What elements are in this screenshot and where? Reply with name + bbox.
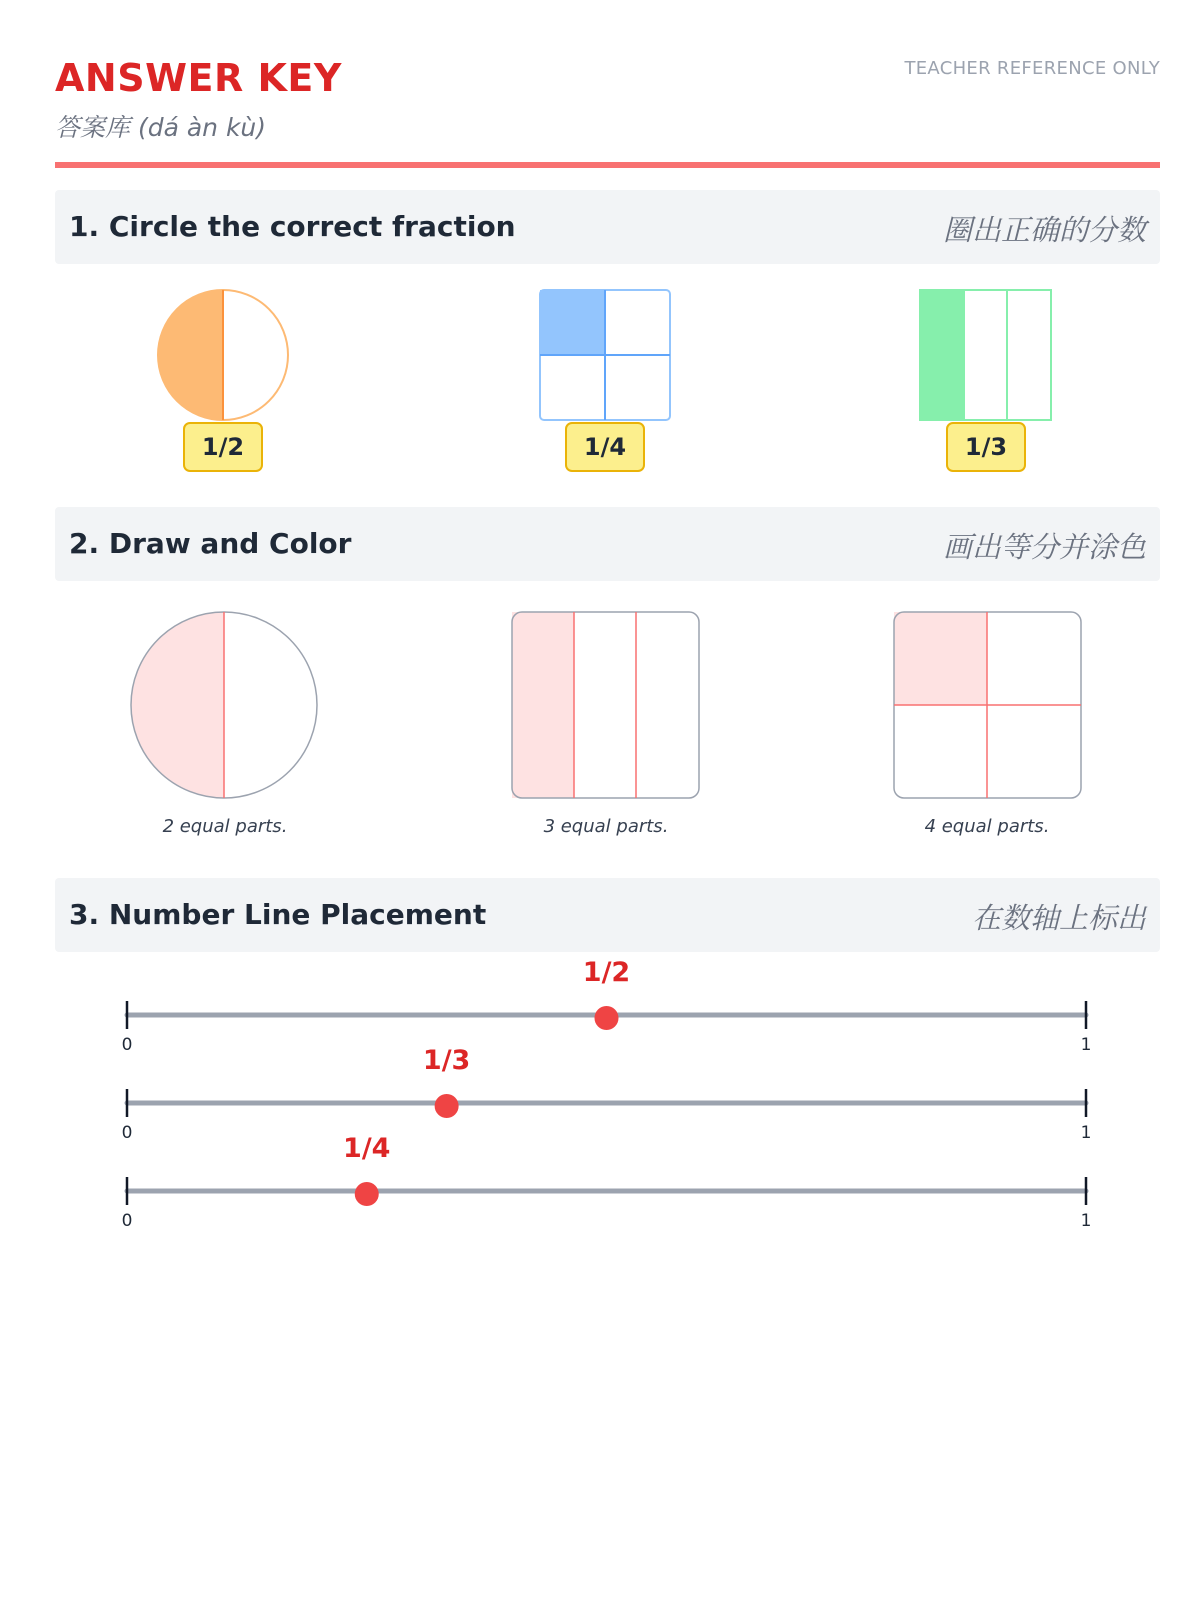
- section-3-header: [55, 878, 1160, 952]
- fraction-circle-half: [158, 290, 288, 420]
- tick-label-zero: 0: [121, 1123, 133, 1143]
- fraction-marker: [355, 1182, 379, 1206]
- fraction-bars-third: [920, 290, 1051, 420]
- answer-badge-1-3: 1/3: [946, 422, 1026, 472]
- section-1-title-cn: 圈出正确的分数: [942, 213, 1146, 247]
- drawn-circle-halves: [131, 612, 317, 798]
- fraction-marker: [595, 1006, 619, 1030]
- tick-label-zero: 0: [121, 1035, 133, 1055]
- caption-3-parts: 3 equal parts.: [543, 816, 669, 837]
- answer-badge-1-4: 1/4: [565, 422, 645, 472]
- fraction-marker-label: 1/2: [582, 957, 631, 988]
- number-line-3: [0, 1171, 1200, 1211]
- header-divider: [55, 162, 1160, 168]
- teacher-note: TEACHER REFERENCE ONLY: [904, 58, 1160, 79]
- caption-2-parts: 2 equal parts.: [162, 816, 288, 837]
- drawn-square-quarters: [894, 612, 1081, 798]
- page-subtitle: 答案库 (dá àn kù): [55, 113, 267, 142]
- colored-quarter: [894, 612, 987, 705]
- colored-half: [131, 612, 224, 798]
- section-1-header: [55, 190, 1160, 264]
- answer-badge-1-2: 1/2: [183, 422, 263, 472]
- section-1-title: 1. Circle the correct fraction: [69, 210, 516, 243]
- section-2-title-cn: 画出等分并涂色: [942, 530, 1146, 564]
- fraction-marker-label: 1/3: [422, 1045, 471, 1076]
- tick-label-zero: 0: [121, 1211, 133, 1231]
- drawn-rectangle-thirds: [512, 612, 699, 798]
- section-2-header: [55, 507, 1160, 581]
- fraction-marker: [435, 1094, 459, 1118]
- tick-label-one: 1: [1080, 1035, 1092, 1055]
- section-1-figures: [0, 280, 1200, 425]
- caption-4-parts: 4 equal parts.: [924, 816, 1050, 837]
- page-title: ANSWER KEY: [55, 56, 342, 100]
- shaded-third: [920, 290, 964, 420]
- shaded-quarter: [540, 290, 605, 355]
- section-2-title: 2. Draw and Color: [69, 527, 352, 560]
- tick-label-one: 1: [1080, 1211, 1092, 1231]
- shaded-half: [158, 290, 223, 420]
- tick-label-one: 1: [1080, 1123, 1092, 1143]
- fraction-square-quarter: [540, 290, 670, 420]
- section-2-figures: [0, 600, 1200, 800]
- number-line-1: [0, 995, 1200, 1035]
- fraction-marker-label: 1/4: [343, 1133, 391, 1164]
- number-line-2: [0, 1083, 1200, 1123]
- colored-third: [512, 612, 574, 798]
- section-3-title: 3. Number Line Placement: [69, 898, 487, 931]
- section-3-title-cn: 在数轴上标出: [971, 901, 1146, 935]
